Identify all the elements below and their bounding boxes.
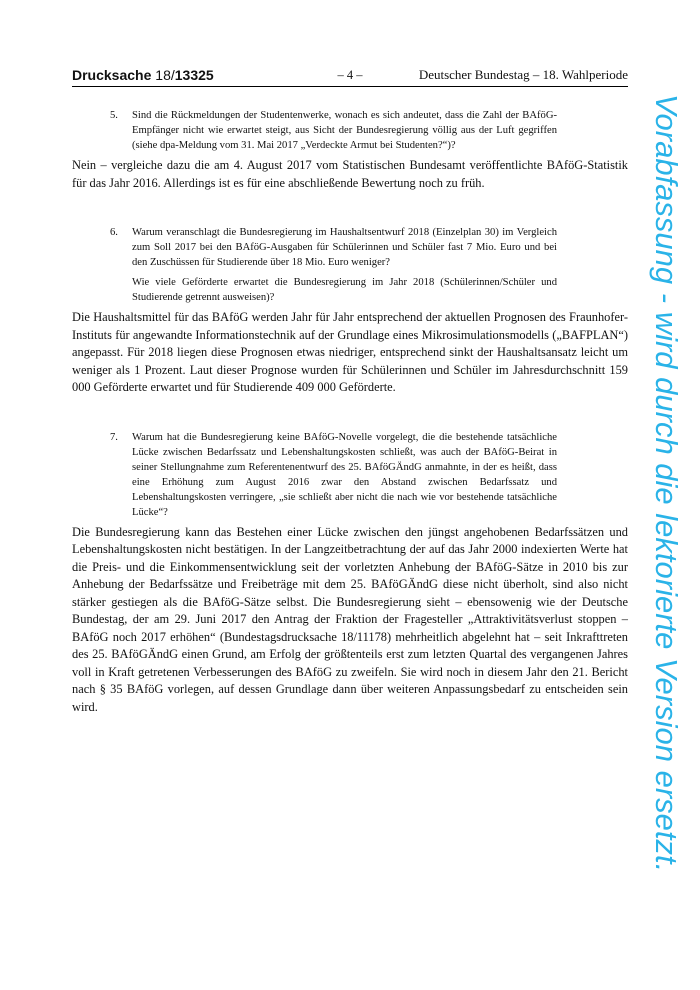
- document-label: Drucksache: [72, 67, 152, 83]
- document-series: 18/: [155, 67, 175, 83]
- question-text: Sind die Rückmeldungen der Studentenwerke, wonach es sich andeutet, dass die Zahl der BAföG-Empfänger nicht wie erwartet steigt, aus Sicht der Bundesregierung völlig aus der Luft gegriffen (siehe dpa-Meldung vom 31. Mai 2017 „Verdeckte Armut bei Studenten?“)?: [132, 110, 557, 151]
- question-text-followup: Wie viele Geförderte erwartet die Bundesregierung im Jahr 2018 (Schülerinnen/Schüler und Studierende getrennt ausweisen)?: [132, 277, 557, 303]
- page-body: [72, 108, 628, 716]
- page-header: [72, 66, 628, 87]
- question-text: Warum hat die Bundesregierung keine BAföG-Novelle vorgelegt, die die bestehende tatsächliche Lücke zwischen Bedarfssatz und Lebenshaltungskosten schließt, was auch der BAföG-Beirat in seiner Stellungnahme zum Referentenentwurf des 25. BAföGÄndG anmahnte, in der es heißt, dass eine Erhöhung zum August 2016 zwar den Abstand zwischen Bedarfssatz und Lebenshaltungskosten verringere, „sie schließt aber nicht die nach wie vor bestehende tatsächliche Lücke“?: [132, 431, 557, 518]
- question-number: 5.: [110, 110, 118, 121]
- page-number: – 4 –: [337, 68, 363, 82]
- question-number: 6.: [110, 227, 118, 238]
- answer-7: Die Bundesregierung kann das Bestehen einer Lücke zwischen den jüngst angehobenen Bedarfssätzen und Lebenshaltungskosten nicht bestätigen. In der Langzeitbetrachtung der auf das Jahr 2000 indexierten Werte hat die Preis- und die Einkommensentwicklung seit der vorletzten Anhebung der BAföG-Sätze in 2010 bis zur Anhebung der Bedarfssätze und Freibeträge mit dem 25. BAföGÄndG diese nicht überholt, sind also nicht stärker gestiegen als die BAföG-Sätze selbst. Die Bundesregierung sieht – ebensowenig wie der Deutsche Bundestag, der am 29. Juni 2017 den Antrag der Fraktion der Fragesteller „Attraktivitätsverlust stoppen – BAföG noch 2017 erhöhen“ (Bundestagsdrucksache 18/11178) mehrheitlich abgelehnt hat – seit Inkrafttreten des 25. BAföGÄndG einen Grund, am Erfolg der größtenteils erst zum letzten Quartal des vergangenen Jahres voll in Kraft getretenen Verbesserungen des BAföG zu zweifeln. Sie wird noch in diesem Jahr den 21. Bericht nach § 35 BAföG vorlegen, auf dessen Grundlage dann über weiteren Anpassungsbedarf zu entscheiden sein wird.: [72, 524, 628, 714]
- document-id: 13325: [174, 67, 214, 83]
- question-6: [110, 225, 557, 305]
- question-5: [110, 108, 557, 153]
- question-number: 7.: [110, 431, 118, 443]
- question-7: [110, 430, 557, 520]
- question-text: Warum veranschlagt die Bundesregierung im Haushaltsentwurf 2018 (Einzelplan 30) im Vergleich zum Soll 2017 bei den BAföG-Ausgaben für Schülerinnen und Schüler fast 7 Mio. Euro und bei den Zuschüssen für Studierende über 18 Mio. Euro weniger?: [132, 227, 557, 268]
- draft-watermark: Vorabfassung - wird durch die lektorierte Version ersetzt.: [649, 94, 684, 873]
- answer-5: Nein – vergleiche dazu die am 4. August 2017 vom Statistischen Bundesamt veröffentlichte BAföG-Statistik für das Jahr 2016. Allerdings ist es für eine abschließende Bewertung noch zu früh.: [72, 158, 628, 190]
- answer-6: Die Haushaltsmittel für das BAföG werden Jahr für Jahr entsprechend der aktuellen Prognosen des Fraunhofer-Instituts für angewandte Informationstechnik auf der Grundlage eines Mikrosimulationsmodells („BAFPLAN“) angepasst. Für 2018 liegen diese Prognosen etwas niedriger, entsprechend sinkt der Haushaltsansatz leicht um weniger als 1 Prozent. Laut dieser Prognose wurden für Schülerinnen und Schüler im Jahresdurchschnitt 159 000 Geförderte erwartet und für Studierende 409 000 Geförderte.: [72, 310, 628, 394]
- publisher: Deutscher Bundestag – 18. Wahlperiode: [418, 67, 628, 82]
